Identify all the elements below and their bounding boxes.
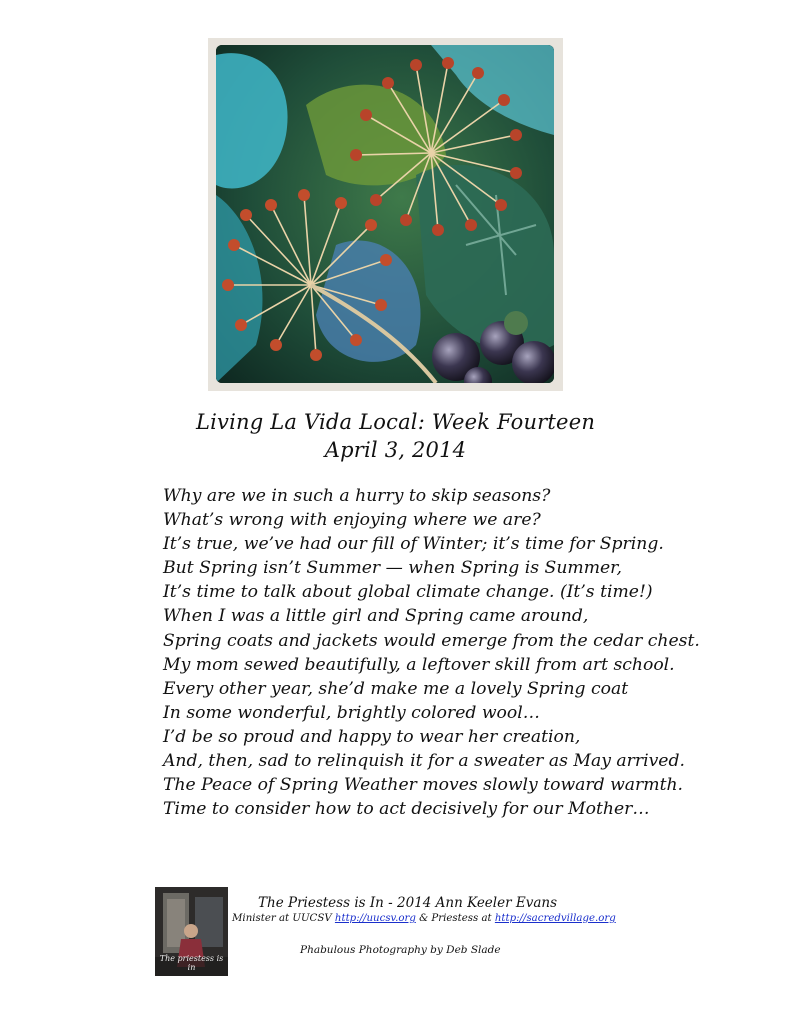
poem-line: My mom sewed beautifully, a leftover skill from art school. — [163, 654, 675, 675]
poem-line: And, then, sad to relinquish it for a sweater as May arrived. — [163, 751, 685, 772]
uucsv-link[interactable]: http://uucsv.org — [334, 913, 416, 924]
priestess-label: & Priestess at — [415, 913, 495, 924]
poem-line: Why are we in such a hurry to skip seasons? — [163, 486, 551, 506]
priestess-photo — [155, 887, 228, 976]
ivy-flower-photo — [216, 45, 554, 383]
photo-frame — [208, 38, 563, 391]
poem-line: The Peace of Spring Weather moves slowly toward warmth. — [163, 775, 684, 796]
poem — [163, 484, 723, 821]
poem-line: What’s wrong with enjoying where we are? — [163, 510, 541, 531]
poem-line: Time to consider how to act decisively for our Mother… — [163, 799, 650, 820]
minister-label: Minister at UUCSV — [232, 913, 335, 924]
author-credit: The Priestess is In - 2014 Ann Keeler Evans — [258, 895, 558, 911]
minister-line — [232, 913, 616, 924]
poem-line: But Spring isn’t Summer — when Spring is Summer, — [163, 558, 622, 579]
priestess-photo-caption: The priestess is in — [159, 954, 224, 972]
page-title: Living La Vida Local: Week Fourteen — [195, 410, 596, 434]
poem-line: It’s true, we’ve had our fill of Winter; it’s time for Spring. — [163, 534, 664, 555]
poem-line: When I was a little girl and Spring came around, — [163, 606, 589, 627]
photo-credit: Phabulous Photography by Deb Slade — [300, 944, 501, 956]
poem-line: In some wonderful, brightly colored wool… — [163, 702, 540, 723]
poem-line: It’s time to talk about global climate change. (It’s time!) — [163, 582, 653, 603]
poem-line: I’d be so proud and happy to wear her creation, — [163, 726, 581, 747]
poem-line: Spring coats and jackets would emerge from the cedar chest. — [163, 630, 700, 651]
ivy-flower-illustration — [216, 45, 554, 383]
page-date: April 3, 2014 — [324, 438, 467, 462]
sacredvillage-link[interactable]: http://sacredvillage.org — [494, 913, 616, 924]
poem-line: Every other year, she’d make me a lovely Spring coat — [163, 678, 629, 699]
